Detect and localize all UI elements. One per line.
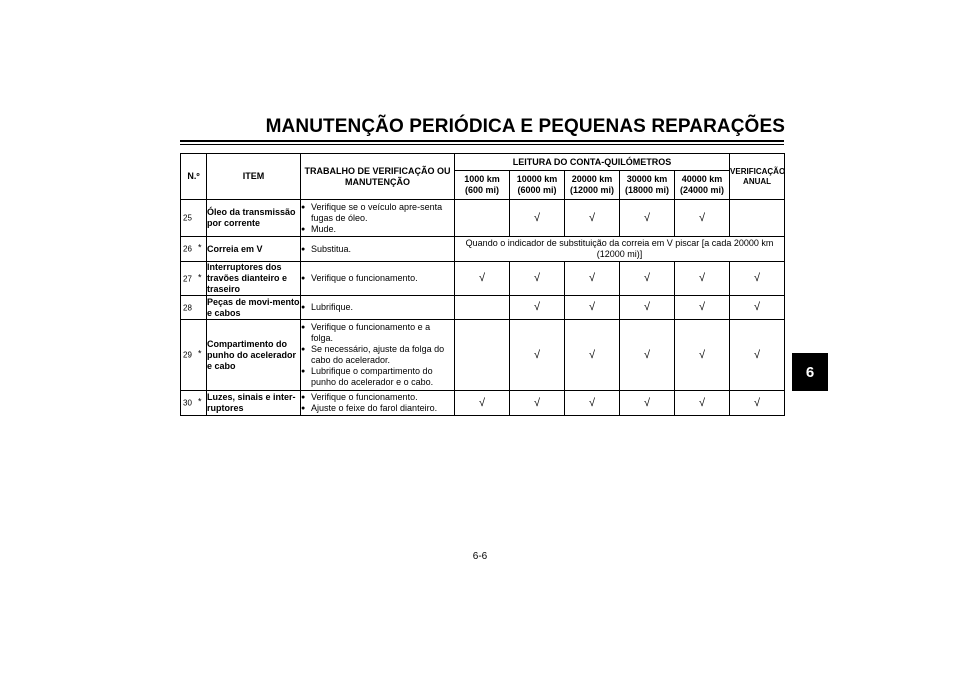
interval-header: 30000 km (18000 mi) <box>620 171 675 200</box>
work-bullet: ● Verifique o funcionamento. <box>311 392 454 403</box>
table-row <box>181 296 785 320</box>
row-work <box>301 200 455 237</box>
row-number-cell: 30 * <box>181 391 207 416</box>
row-item: Óleo da transmissão por corrente <box>207 200 301 237</box>
check-cell: √ <box>730 320 785 391</box>
check-cell: √ <box>510 296 565 320</box>
check-cell: √ <box>675 391 730 416</box>
interval-header: 40000 km (24000 mi) <box>675 171 730 200</box>
interval-header: 1000 km (600 mi) <box>455 171 510 200</box>
work-bullet: ● Substitua. <box>311 244 454 255</box>
interval-header: 10000 km (6000 mi) <box>510 171 565 200</box>
check-cell: √ <box>565 296 620 320</box>
row-item: Compartimento do punho do acelerador e cabo <box>207 320 301 391</box>
title-rule-thin <box>180 144 784 145</box>
work-bullet: ● Se necessário, ajuste da folga do cabo do acelerador. <box>311 344 454 366</box>
check-cell <box>730 200 785 237</box>
check-cell: √ <box>565 391 620 416</box>
check-cell <box>455 320 510 391</box>
table-row <box>181 391 785 416</box>
check-cell: √ <box>675 320 730 391</box>
work-bullet: ● Ajuste o feixe do farol dianteiro. <box>311 403 454 414</box>
replacement-note: Quando o indicador de substituição da correia em V piscar [a cada 20000 km (12000 mi)] <box>455 237 785 262</box>
check-cell: √ <box>455 391 510 416</box>
row-number-cell: 26 * <box>181 237 207 262</box>
check-cell: √ <box>620 320 675 391</box>
maintenance-table <box>180 153 785 416</box>
row-work <box>301 391 455 416</box>
header-annual: VERIFICAÇÃO ANUAL <box>730 154 785 200</box>
row-work <box>301 296 455 320</box>
interval-header: 20000 km (12000 mi) <box>565 171 620 200</box>
row-number-cell: 25 <box>181 200 207 237</box>
check-cell: √ <box>730 296 785 320</box>
check-cell: √ <box>675 296 730 320</box>
page-number: 6-6 <box>472 551 488 562</box>
check-cell: √ <box>565 262 620 296</box>
page-title: MANUTENÇÃO PERIÓDICA E PEQUENAS REPARAÇÕES <box>265 116 785 137</box>
row-number-cell: 27 * <box>181 262 207 296</box>
check-cell: √ <box>620 262 675 296</box>
header-work: TRABALHO DE VERIFICAÇÃO OU MANUTENÇÃO <box>301 154 455 200</box>
check-cell <box>455 296 510 320</box>
check-cell <box>455 200 510 237</box>
check-cell: √ <box>510 320 565 391</box>
row-item: Interruptores dos travões dianteiro e traseiro <box>207 262 301 296</box>
check-cell: √ <box>620 391 675 416</box>
check-cell: √ <box>565 320 620 391</box>
check-cell: √ <box>620 200 675 237</box>
chapter-tab: 6 <box>792 353 828 391</box>
work-bullet: ● Lubrifique. <box>311 302 454 313</box>
work-bullet: ● Lubrifique o compartimento do punho do acelerador e o cabo. <box>311 366 454 388</box>
work-bullet: ● Verifique se o veículo apre-senta fugas de óleo. <box>311 202 454 224</box>
check-cell: √ <box>510 391 565 416</box>
row-work <box>301 237 455 262</box>
title-rule <box>180 140 784 142</box>
table-row <box>181 320 785 391</box>
header-odometer: LEITURA DO CONTA-QUILÓMETROS <box>455 154 730 171</box>
check-cell: √ <box>510 262 565 296</box>
row-number-cell: 28 <box>181 296 207 320</box>
check-cell: √ <box>510 200 565 237</box>
row-item: Luzes, sinais e inter-ruptores <box>207 391 301 416</box>
table-row <box>181 237 785 262</box>
check-cell: √ <box>675 262 730 296</box>
header-item: ITEM <box>207 154 301 200</box>
check-cell: √ <box>565 200 620 237</box>
work-bullet: ● Verifique o funcionamento. <box>311 273 454 284</box>
check-cell: √ <box>455 262 510 296</box>
row-work <box>301 262 455 296</box>
row-item: Peças de movi-mento e cabos <box>207 296 300 318</box>
row-number-cell: 29 * <box>181 320 207 391</box>
row-work <box>301 320 455 391</box>
header-num: N.º <box>181 154 207 200</box>
row-item: Correia em V <box>207 237 301 262</box>
check-cell: √ <box>620 296 675 320</box>
table-row <box>181 262 785 296</box>
check-cell: √ <box>730 262 785 296</box>
work-bullet: ● Mude. <box>311 224 454 235</box>
check-cell: √ <box>730 391 785 416</box>
table-row <box>181 200 785 237</box>
work-bullet: ● Verifique o funcionamento e a folga. <box>311 322 454 344</box>
check-cell: √ <box>675 200 730 237</box>
